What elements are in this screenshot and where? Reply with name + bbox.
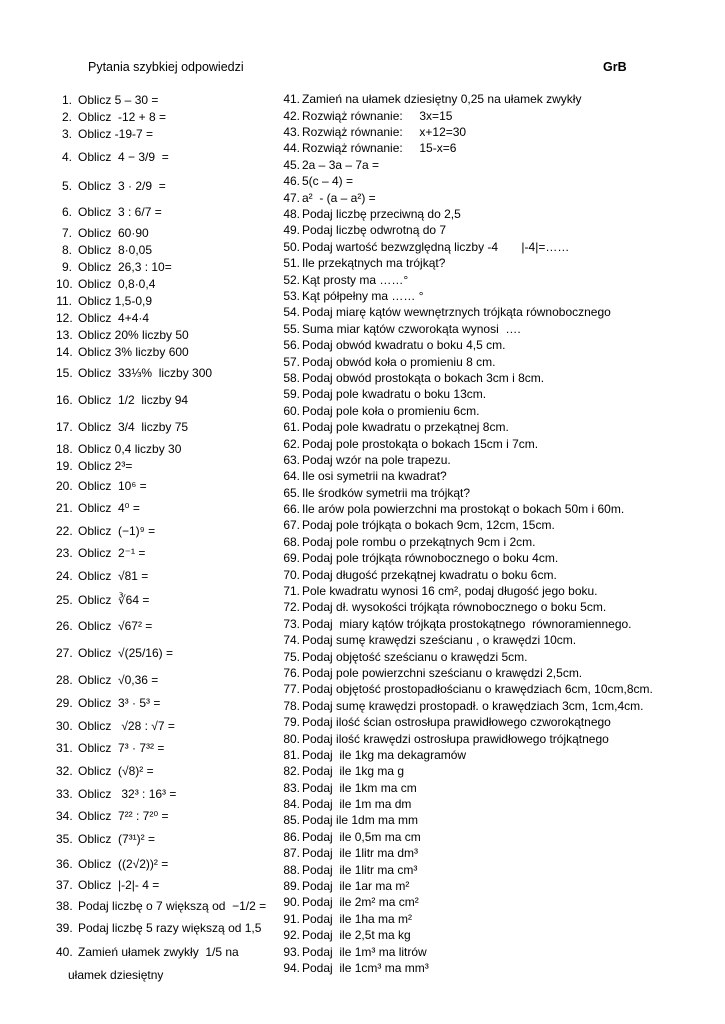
question-number: 47. xyxy=(283,190,300,205)
question-text: Podaj ile 1cm³ ma mm³ xyxy=(302,961,429,975)
question-text: Oblicz 7²² : 7²⁰ = xyxy=(78,808,169,823)
question-text: Podaj pole kwadratu o przekątnej 8cm. xyxy=(302,420,509,435)
question-item xyxy=(283,436,683,452)
question-item xyxy=(283,846,683,862)
question-item xyxy=(56,293,275,310)
question-number: 80. xyxy=(283,731,300,746)
question-text: Podaj ile 1ar ma m² xyxy=(302,879,410,894)
question-item xyxy=(283,698,683,714)
question-text: Oblicz 0,8·0,4 xyxy=(78,276,156,291)
question-number: 44. xyxy=(283,141,300,156)
question-item xyxy=(60,126,275,143)
question-item xyxy=(56,543,275,565)
question-text: Podaj liczbę o 7 większą od −1/2 = xyxy=(78,899,267,914)
question-number: 7. xyxy=(61,225,72,240)
question-item xyxy=(56,327,275,344)
question-number: 36. xyxy=(56,856,73,871)
question-item xyxy=(283,158,683,174)
question-item xyxy=(56,806,275,827)
question-item xyxy=(56,877,275,895)
question-text: Podaj ilość ścian ostrosłupa prawidłowego czworokątnego xyxy=(302,715,611,730)
question-number: 42. xyxy=(283,108,300,123)
question-text: Podaj objętość prostopadłościanu o krawędziach 6cm, 10cm,8cm. xyxy=(302,682,653,697)
question-number: 76. xyxy=(283,665,300,680)
question-number: 48. xyxy=(283,207,300,222)
question-number: 85. xyxy=(283,813,300,828)
question-item xyxy=(56,565,275,589)
question-text: Oblicz (−1)⁹ = xyxy=(78,523,156,538)
question-item xyxy=(56,441,275,458)
question-text: Podaj ile 2m² ma cm² xyxy=(302,895,419,910)
question-number: 75. xyxy=(283,649,300,664)
question-item xyxy=(56,938,275,968)
question-item xyxy=(283,289,683,305)
question-number: 5. xyxy=(61,178,72,193)
question-item xyxy=(56,387,275,414)
question-text: Podaj pole kwadratu o boku 13cm. xyxy=(302,387,487,402)
question-text: Oblicz 3 : 6/7 = xyxy=(78,205,162,220)
question-number: 37. xyxy=(56,878,73,893)
question-item xyxy=(283,240,683,256)
question-item xyxy=(283,600,683,616)
question-text: Oblicz √81 = xyxy=(78,569,149,584)
question-item xyxy=(283,420,683,436)
question-text: Kąt półpełny ma …… ° xyxy=(302,288,424,303)
question-text: Oblicz 20% liczby 50 xyxy=(78,327,189,342)
question-number: 79. xyxy=(283,715,300,730)
question-text: Podaj pole powierzchni sześcianu o krawędzi 2,5cm. xyxy=(302,665,583,680)
question-text: Oblicz 8·0,05 xyxy=(78,242,153,257)
question-item xyxy=(56,715,275,738)
question-number: 25. xyxy=(56,593,73,608)
question-text: Zamień ułamek zwykły 1/5 na xyxy=(78,945,239,960)
question-item xyxy=(283,174,683,190)
questions-column-left xyxy=(56,92,275,984)
question-text: Oblicz √(25/16) = xyxy=(78,646,173,661)
question-number: 15. xyxy=(56,366,73,381)
question-item xyxy=(283,125,683,141)
question-number: 70. xyxy=(283,567,300,582)
question-number: 30. xyxy=(56,718,73,733)
question-item xyxy=(283,715,683,731)
question-number: 74. xyxy=(283,633,300,648)
question-number: 31. xyxy=(56,741,73,756)
questions-column-right xyxy=(283,92,683,977)
question-text: Oblicz (√8)² = xyxy=(78,764,154,779)
question-item xyxy=(283,830,683,846)
question-item xyxy=(283,961,683,977)
question-text: Oblicz 60·90 xyxy=(78,225,149,240)
question-number: 81. xyxy=(283,747,300,762)
question-text: Podaj miarę kątów wewnętrznych trójkąta równobocznego xyxy=(302,305,611,320)
question-number: 82. xyxy=(283,764,300,779)
question-number: 27. xyxy=(56,646,73,661)
question-item xyxy=(56,827,275,852)
question-item xyxy=(283,617,683,633)
question-text: Podaj ile 1kg ma dekagramów xyxy=(302,747,467,762)
question-text: Oblicz ((2√2))² = xyxy=(78,856,169,871)
question-item xyxy=(283,469,683,485)
question-item xyxy=(283,502,683,518)
question-item xyxy=(283,387,683,403)
question-number: 61. xyxy=(283,420,300,435)
question-item xyxy=(283,748,683,764)
question-number: 91. xyxy=(283,911,300,926)
question-number: 26. xyxy=(56,618,73,633)
question-item xyxy=(283,862,683,878)
question-item xyxy=(56,852,275,877)
question-text: Oblicz ∛64 = xyxy=(78,593,150,608)
question-text: Oblicz 1,5-0,9 xyxy=(78,293,153,308)
question-item xyxy=(56,613,275,640)
question-number: 56. xyxy=(283,338,300,353)
question-item xyxy=(56,640,275,668)
question-number: 67. xyxy=(283,518,300,533)
question-item xyxy=(283,272,683,288)
question-number: 59. xyxy=(283,387,300,402)
question-item xyxy=(56,276,275,293)
page-title: Pytania szybkiej odpowiedzi xyxy=(88,60,244,74)
question-item xyxy=(283,912,683,928)
question-text: Podaj ile 0,5m ma cm xyxy=(302,829,421,844)
question-text: Rozwiąż równanie: 15-x=6 xyxy=(302,141,457,156)
question-text: Oblicz -12 + 8 = xyxy=(78,109,167,124)
question-number: 24. xyxy=(56,569,73,584)
question-text: Oblicz (7³¹)² = xyxy=(78,831,156,846)
question-number: 66. xyxy=(283,502,300,517)
question-item xyxy=(283,584,683,600)
question-text: Oblicz 3 · 2/9 = xyxy=(78,178,166,193)
question-item xyxy=(283,666,683,682)
question-number: 71. xyxy=(283,584,300,599)
question-number: 16. xyxy=(56,392,73,407)
question-text: Podaj ile 1dm ma mm xyxy=(302,813,419,828)
question-item xyxy=(283,567,683,583)
question-text: Oblicz √67² = xyxy=(78,618,153,633)
question-text: Podaj ile 1m ma dm xyxy=(302,797,412,812)
question-number: 23. xyxy=(56,546,73,561)
question-text: Oblicz 4+4·4 xyxy=(78,310,150,325)
question-number: 40. xyxy=(56,945,73,960)
question-item xyxy=(60,109,275,126)
question-item xyxy=(283,633,683,649)
question-item xyxy=(56,784,275,806)
question-text: Oblicz 26,3 : 10= xyxy=(78,259,172,274)
question-number: 94. xyxy=(283,961,300,975)
question-text: Suma miar kątów czworokąta wynosi …. xyxy=(302,321,521,336)
question-item xyxy=(283,485,683,501)
question-text: 5(c – 4) = xyxy=(302,174,354,189)
question-item xyxy=(283,305,683,321)
question-number: 88. xyxy=(283,862,300,877)
question-number: 8. xyxy=(61,242,72,257)
question-item xyxy=(283,944,683,960)
question-number: 20. xyxy=(56,478,73,493)
question-number: 63. xyxy=(283,452,300,467)
question-number: 10. xyxy=(56,276,73,291)
question-number: 50. xyxy=(283,239,300,254)
question-number: 68. xyxy=(283,534,300,549)
question-number: 45. xyxy=(283,157,300,172)
question-number: 73. xyxy=(283,616,300,631)
question-item xyxy=(56,344,275,361)
question-text: Podaj obwód prostokąta o bokach 3cm i 8cm. xyxy=(302,370,545,385)
question-item xyxy=(283,551,683,567)
question-item xyxy=(283,879,683,895)
question-item xyxy=(60,172,275,201)
question-item xyxy=(283,321,683,337)
question-item xyxy=(283,354,683,370)
question-item xyxy=(56,361,275,387)
question-number: 28. xyxy=(56,672,73,687)
question-text: Podaj pole prostokąta o bokach 15cm i 7cm. xyxy=(302,436,539,451)
question-item xyxy=(56,310,275,327)
question-number: 9. xyxy=(61,259,72,274)
question-text: Podaj pole trójkąta o bokach 9cm, 12cm, 15cm. xyxy=(302,518,555,533)
question-text: Podaj liczbę przeciwną do 2,5 xyxy=(302,207,461,222)
question-item xyxy=(60,143,275,172)
question-text: Ile środków symetrii ma trójkąt? xyxy=(302,485,471,500)
question-item xyxy=(60,225,275,242)
question-number: 19. xyxy=(56,458,73,473)
question-number: 3. xyxy=(61,126,72,141)
question-text: Podaj wzór na pole trapezu. xyxy=(302,452,451,467)
question-number: 22. xyxy=(56,523,73,538)
question-item xyxy=(283,797,683,813)
question-item xyxy=(56,458,275,475)
question-number: 32. xyxy=(56,764,73,779)
question-item xyxy=(283,780,683,796)
question-item xyxy=(283,649,683,665)
question-text: Oblicz 33⅓% liczby 300 xyxy=(78,366,213,381)
question-item xyxy=(283,764,683,780)
question-text: Podaj objętość sześcianu o krawędzi 5cm. xyxy=(302,649,528,664)
question-item xyxy=(283,403,683,419)
question-text: Pole kwadratu wynosi 16 cm², podaj długość jego boku. xyxy=(302,584,598,599)
question-number: 52. xyxy=(283,272,300,287)
question-item xyxy=(60,92,275,109)
question-text: Podaj sumę krawędzi prostopadł. o krawędziach 3cm, 1cm,4cm. xyxy=(302,698,644,713)
question-text: Podaj długość przekątnej kwadratu o boku 6cm. xyxy=(302,567,557,582)
question-text: Podaj obwód kwadratu o boku 4,5 cm. xyxy=(302,338,506,353)
question-text: Oblicz √0,36 = xyxy=(78,672,159,687)
question-text: Podaj liczbę odwrotną do 7 xyxy=(302,223,447,238)
question-number: 39. xyxy=(56,920,73,935)
question-number: 89. xyxy=(283,879,300,894)
question-number: 55. xyxy=(283,321,300,336)
question-number: 53. xyxy=(283,288,300,303)
question-number: 77. xyxy=(283,682,300,697)
question-number: 13. xyxy=(56,327,73,342)
question-number: 43. xyxy=(283,125,300,140)
question-number: 18. xyxy=(56,441,73,456)
question-item xyxy=(283,207,683,223)
question-text: Podaj sumę krawędzi sześcianu , o krawędzi 10cm. xyxy=(302,633,577,648)
question-text: Zamień na ułamek dziesiętny 0,25 na ułamek zwykły xyxy=(302,92,582,107)
question-item xyxy=(283,338,683,354)
question-text: Podaj obwód koła o promieniu 8 cm. xyxy=(302,354,496,369)
question-number: 6. xyxy=(61,205,72,220)
question-number: 87. xyxy=(283,846,300,861)
question-text: Podaj pole rombu o przekątnych 9cm i 2cm. xyxy=(302,534,536,549)
question-number: 78. xyxy=(283,698,300,713)
question-item xyxy=(283,223,683,239)
question-number: 92. xyxy=(283,928,300,943)
question-number: 4. xyxy=(61,149,72,164)
question-number: 93. xyxy=(283,944,300,959)
question-text: Oblicz 7³ · 7³² = xyxy=(78,741,165,756)
question-text: Oblicz 1/2 liczby 94 xyxy=(78,392,189,407)
question-item xyxy=(56,895,275,919)
question-number: 14. xyxy=(56,344,73,359)
question-item xyxy=(283,928,683,944)
question-number: 11. xyxy=(56,293,72,308)
group-label: GrB xyxy=(603,60,627,74)
question-number: 34. xyxy=(56,808,73,823)
question-number: 54. xyxy=(283,305,300,320)
question-text: Kąt prosty ma ……° xyxy=(302,272,409,287)
question-number: 64. xyxy=(283,469,300,484)
question-number: 51. xyxy=(283,256,300,271)
question-number: 41. xyxy=(283,92,300,107)
question-number: 57. xyxy=(283,354,300,369)
question-item xyxy=(283,371,683,387)
question-number: 69. xyxy=(283,551,300,566)
question-item xyxy=(283,731,683,747)
question-item xyxy=(56,589,275,613)
question-text: Oblicz 32³ : 16³ = xyxy=(78,787,177,802)
question-number: 58. xyxy=(283,370,300,385)
question-number: 46. xyxy=(283,174,300,189)
question-text: Oblicz 2⁻¹ = xyxy=(78,546,146,561)
question-number: 84. xyxy=(283,797,300,812)
question-item xyxy=(283,190,683,206)
question-item xyxy=(56,414,275,441)
question-text: Rozwiąż równanie: x+12=30 xyxy=(302,125,467,140)
question-item xyxy=(56,919,275,938)
question-text: Podaj ile 1litr ma cm³ xyxy=(302,862,418,877)
question-number: 33. xyxy=(56,787,73,802)
question-text: Podaj ile 1ha ma m² xyxy=(302,911,413,926)
question-text: Podaj ile 1kg ma g xyxy=(302,764,405,779)
question-continuation: ułamek dziesiętny xyxy=(68,968,164,982)
question-item xyxy=(283,453,683,469)
question-text: Podaj dł. wysokości trójkąta równobocznego o boku 5cm. xyxy=(302,600,607,615)
question-number: 83. xyxy=(283,780,300,795)
question-item xyxy=(283,535,683,551)
question-text: Oblicz 0,4 liczby 30 xyxy=(78,441,182,456)
question-item xyxy=(283,895,683,911)
question-text: a² - (a – a²) = xyxy=(302,190,376,205)
question-item xyxy=(283,108,683,124)
question-item xyxy=(56,738,275,760)
question-text: 2a – 3a – 7a = xyxy=(302,157,380,172)
question-number: 90. xyxy=(283,895,300,910)
question-text: Podaj pole koła o promieniu 6cm. xyxy=(302,403,480,418)
question-item xyxy=(283,682,683,698)
question-text: Oblicz |-2|- 4 = xyxy=(78,878,160,893)
question-text: Oblicz 10⁶ = xyxy=(78,478,147,493)
question-text: Oblicz 3³ · 5³ = xyxy=(78,696,161,711)
question-number: 65. xyxy=(283,485,300,500)
question-text: Podaj ile 2,5t ma kg xyxy=(302,928,411,943)
question-text: Ile arów pola powierzchni ma prostokąt o bokach 50m i 60m. xyxy=(302,502,625,517)
question-text: Ile osi symetrii na kwadrat? xyxy=(302,469,447,484)
question-number: 72. xyxy=(283,600,300,615)
question-item xyxy=(283,813,683,829)
question-text: Podaj pole trójkąta równobocznego o boku 4cm. xyxy=(302,551,559,566)
question-text: Podaj ile 1litr ma dm³ xyxy=(302,846,419,861)
question-item xyxy=(56,693,275,715)
question-item xyxy=(283,518,683,534)
question-text: Oblicz 3% liczby 600 xyxy=(78,344,189,359)
question-number: 38. xyxy=(56,899,73,914)
question-text: Podaj ilość krawędzi ostrosłupa prawidłowego trójkątnego xyxy=(302,731,609,746)
question-text: Oblicz 3/4 liczby 75 xyxy=(78,419,189,434)
question-number: 49. xyxy=(283,223,300,238)
question-text: Podaj ile 1km ma cm xyxy=(302,780,417,795)
question-item xyxy=(283,92,683,108)
question-number: 1. xyxy=(61,92,72,107)
question-item xyxy=(60,242,275,259)
question-text: Podaj miary kątów trójkąta prostokątnego równoramiennego. xyxy=(302,616,632,631)
question-text: Oblicz √28 : √7 = xyxy=(78,718,175,733)
question-item xyxy=(56,475,275,498)
question-item xyxy=(60,201,275,225)
question-text: Oblicz 4⁰ = xyxy=(78,501,140,516)
question-item xyxy=(56,520,275,543)
question-number: 86. xyxy=(283,829,300,844)
question-number: 12. xyxy=(56,310,73,325)
question-item xyxy=(56,498,275,520)
question-text: Ile przekątnych ma trójkąt? xyxy=(302,256,446,271)
question-item xyxy=(283,256,683,272)
question-item xyxy=(283,141,683,157)
question-text: Podaj ile 1m³ ma litrów xyxy=(302,944,427,959)
question-text: Podaj wartość bezwzględną liczby -4 |-4|=…… xyxy=(302,239,570,254)
question-number: 60. xyxy=(283,403,300,418)
question-number: 2. xyxy=(61,109,72,124)
question-item xyxy=(56,760,275,784)
question-item xyxy=(60,259,275,276)
question-text: Oblicz 2³= xyxy=(78,458,133,473)
question-text: Rozwiąż równanie: 3x=15 xyxy=(302,108,453,123)
question-number: 29. xyxy=(56,696,73,711)
question-number: 62. xyxy=(283,436,300,451)
question-number: 35. xyxy=(56,831,73,846)
question-text: Podaj liczbę 5 razy większą od 1,5 xyxy=(78,920,262,935)
question-item xyxy=(56,668,275,693)
question-text: Oblicz 4 − 3/9 = xyxy=(78,149,169,164)
question-text: Oblicz -19-7 = xyxy=(78,126,154,141)
question-number: 21. xyxy=(56,501,73,516)
question-number: 17. xyxy=(56,419,73,434)
question-text: Oblicz 5 – 30 = xyxy=(78,92,159,107)
